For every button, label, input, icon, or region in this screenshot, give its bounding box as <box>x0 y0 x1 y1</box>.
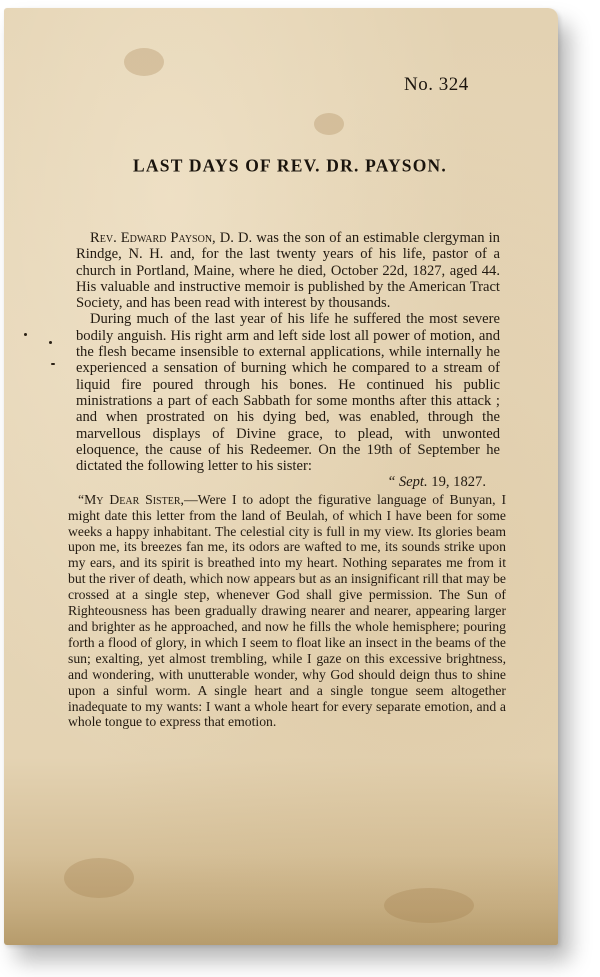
margin-mark <box>51 363 55 365</box>
paragraph-intro-text: D. D. was the son of an estimable clergyman in Rindge, N. H. and, for the last twenty years of his life, pastor of a church in Portland, Maine, where he died, October 22d, 1827, aged 44. His valuable and instructive memoir is published by the American Tract Society, and has been read with interest by thousands. <box>76 230 500 312</box>
document-number: No. 324 <box>404 74 469 95</box>
letter-date-rest: 19, 1827. <box>427 474 486 491</box>
letter-paragraph <box>68 492 506 731</box>
paragraph-illness: During much of the last year of his life he suffered the most severe bodily anguish. His right arm and left side lost all power of motion, and the flesh became insensible to external applications, while internally he experienced a sensation of burning which he compared to a stream of liquid fire poured through his bones. He continued his public ministrations a part of each Sabbath for some months after this attack ; and when prostrated on his dying bed, was enabled, through the marvellous displays of Divine grace, to plead, with unwonted eloquence, the cause of his Redeemer. On the 19th of September he dictated the following letter to his sister: <box>76 311 500 475</box>
stain-spot <box>314 113 344 135</box>
letter-date <box>76 474 500 490</box>
margin-mark <box>24 333 27 336</box>
letter-salutation: “My Dear Sister, <box>78 491 184 507</box>
stain-spot <box>384 888 474 923</box>
letter-date-quote: “ <box>388 474 396 491</box>
letter-text <box>68 492 506 731</box>
letter-body: —Were I to adopt the figurative language of Bunyan, I might date this letter from the land of Beulah, of which I have been for some weeks a happy inhabitant. The celestial city is full in my view. Its glories beam upon me, its breezes fan me, its odors are wafted to me, its sounds strike upon my ears, and its spirit is breathed into my heart. Nothing separates me from it but the river of death, which now appears but as an insignificant rill that may be crossed at a single step, whenever God shall give permission. The Sun of Righteousness has been gradually drawing nearer and nearer, appearing larger and brighter as he approached, and now he fills the whole hemisphere; pouring forth a flood of glory, in which I seem to float like an insect in the beams of the sun; exalting, yet almost trembling, while I gaze on this excessive brightness, and wondering, with unutterable wonder, why God should deign thus to shine upon a sinful worm. A single heart and a single tongue seem altogether inadequate to my wants: I want a whole heart for every separate emotion, and a whole tongue to express that emotion. <box>68 491 507 730</box>
document-page <box>4 8 558 945</box>
paragraph-intro <box>76 230 500 311</box>
stain-spot <box>124 48 164 76</box>
article-body <box>68 230 507 730</box>
margin-mark <box>49 341 52 344</box>
document-title: LAST DAYS OF REV. DR. PAYSON. <box>133 154 447 176</box>
subject-name: Rev. Edward Payson, <box>90 230 216 246</box>
stain-spot <box>64 858 134 898</box>
letter-date-month: Sept. <box>398 474 428 491</box>
